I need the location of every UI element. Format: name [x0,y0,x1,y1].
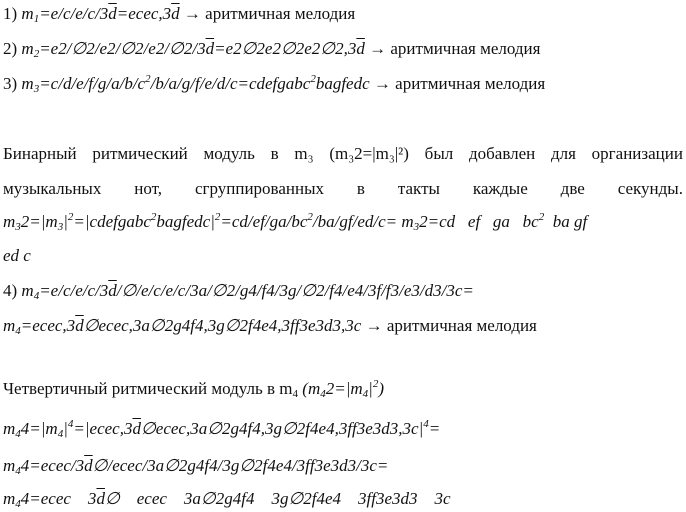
text-segment: ∅ecec,3a∅2g4f4,3g∅2f4e4,3ff3e3d3,3c| [140,419,424,438]
subscript: 4 [57,428,64,440]
word: секунды. [617,179,683,198]
text-segment: /∅/e/c/e/c/3a/∅2/g4/f4/3g/∅2/f4/e4/3f/f3/e3/d3/3c= [116,281,474,300]
formula-line-8 [3,455,388,477]
text-segment: m [21,39,34,58]
subscript: 2 [33,48,40,60]
subscript: 3 [413,221,420,233]
word: каждые [472,179,528,198]
text-segment: → аритмичная мелодия [364,39,541,58]
superscript: 2 [372,378,379,390]
overlined-symbol: $\overline{d}$ [205,39,215,58]
paragraph-line-1 [3,143,683,165]
text-segment: bagfedc| [156,212,215,231]
text-segment: ∅ ecec 3a∅2g4f4 3g∅2f4e4 3ff3e3d3 3c [104,489,451,508]
text-segment: m [3,489,16,508]
superscript: 2 [150,211,157,223]
formula-line-5 [3,315,537,337]
text-segment: =cd/ef/ga/bc [220,212,308,231]
subscript: 3 [57,221,64,233]
text-segment: | [368,379,373,398]
superscript: 4 [67,418,74,430]
word: сгруппированных [194,179,325,198]
text-segment: 3) [3,74,22,93]
word: модуль [203,144,255,163]
superscript: 2 [67,211,74,223]
word: был [424,144,454,163]
word: в [270,144,279,163]
text-segment: 1) [3,4,22,23]
text-segment: =e2/∅2/e2/∅2/e2/∅2/3 [39,39,206,58]
overlined-symbol: $\overline{d}$ [75,316,84,335]
paragraph-line-2 [3,178,683,200]
subscript: 4 [362,388,369,400]
word: для [550,144,576,163]
text-segment: =|cdefgabc [73,212,151,231]
text-segment: 2=|m [325,379,363,398]
text-segment: ba gf [544,212,588,231]
word: нот, [134,179,163,198]
text-segment: /ba/gf/ed/c= m [312,212,414,231]
superscript: 2 [145,73,151,85]
subscript: 1 [33,13,40,25]
subscript: 4 [15,465,21,477]
text-segment: m [21,74,34,93]
text-segment: 4) [3,281,22,300]
subscript: 4 [15,428,21,440]
word: организации [591,144,683,163]
text-segment: m [21,4,34,23]
paragraph-formula-line [3,211,587,233]
subscript: 4 [15,498,21,510]
superscript: 2 [307,211,313,223]
text-segment: =e/c/e/c/3 [39,281,109,300]
text-segment: =e/c/e/c/3 [39,4,109,23]
text-segment: 4=ecec/3 [20,456,85,475]
word: в [356,179,365,198]
word: такты [397,179,440,198]
text-segment: | [63,212,68,231]
text-segment: Четвертичный ритмический модуль в m [3,379,293,398]
overlined-symbol: $\overline{d}$ [356,39,365,58]
text-segment: 2) [3,39,22,58]
text-segment: =c/d/e/f/g/a/b/c [39,74,146,93]
text-segment: =|ecec,3 [73,419,133,438]
overlined-symbol: $\overline{d}$ [132,419,141,438]
text-segment: =ecec,3 [116,4,172,23]
subscript: 3 [15,221,21,233]
text-segment: =e2∅2e2∅2e2∅2,3 [214,39,357,58]
text-segment: ) [378,379,385,398]
text-segment: 4=ecec 3 [20,489,97,508]
text-segment: → аритмичная мелодия [361,316,537,335]
formula-line-7 [3,418,440,440]
formula-line-4 [3,280,474,302]
subscript: 4 [33,290,40,302]
formula-line-2 [3,38,540,60]
text-segment: 2=|m [20,212,58,231]
text-segment: m [3,456,16,475]
formula-line-1 [3,3,355,25]
text-segment: bagfedc [315,74,370,93]
word: (m₃2=|m₃|²) [329,144,409,163]
overlined-symbol: $\overline{d}$ [84,456,93,475]
text-segment: ed c [3,246,31,265]
text-segment: → аритмичная мелодия [369,74,546,93]
overlined-symbol: $\overline{d}$ [108,281,117,300]
subscript: 3 [33,83,40,95]
paragraph-formula-continuation [3,245,31,267]
text-segment: /b/a/g/f/e/d/c=cdefgabc [150,74,311,93]
text-segment: ∅ecec,3a∅2g4f4,3g∅2f4e4,3ff3e3d3,3c [83,316,362,335]
section-heading-quaternary [3,378,384,400]
formula-line-3 [3,73,545,95]
subscript: 4 [320,388,326,400]
text-segment: m [3,316,16,335]
word: добавлен [468,144,536,163]
formula-line-9 [3,488,451,510]
text-segment: m [3,212,16,231]
superscript: 2 [538,211,545,223]
superscript: 4 [423,418,429,430]
text-segment: = [428,419,441,438]
word: музыкальных [3,179,102,198]
text-segment: (m [298,379,321,398]
overlined-symbol: $\overline{d}$ [96,489,105,508]
subscript: 4 [15,325,21,337]
superscript: 2 [310,73,316,85]
text-segment: | [63,419,68,438]
word: m₃ [294,144,314,163]
text-segment: 2=cd ef ga bc [419,212,539,231]
text-segment: ∅/ecec/3a∅2g4f4/3g∅2f4e4/3ff3e3d3/3c= [92,456,389,475]
superscript: 2 [214,211,221,223]
word: две [560,179,585,198]
text-segment: → аритмичная мелодия [179,4,356,23]
overlined-symbol: $\overline{d}$ [171,4,180,23]
overlined-symbol: $\overline{d}$ [108,4,117,23]
word: ритмический [92,144,188,163]
text-segment: m [3,419,16,438]
text-segment: =ecec,3 [20,316,76,335]
subscript: 4 [292,388,299,400]
text-segment: m [21,281,34,300]
text-segment: 4=|m [20,419,58,438]
word: Бинарный [3,144,77,163]
